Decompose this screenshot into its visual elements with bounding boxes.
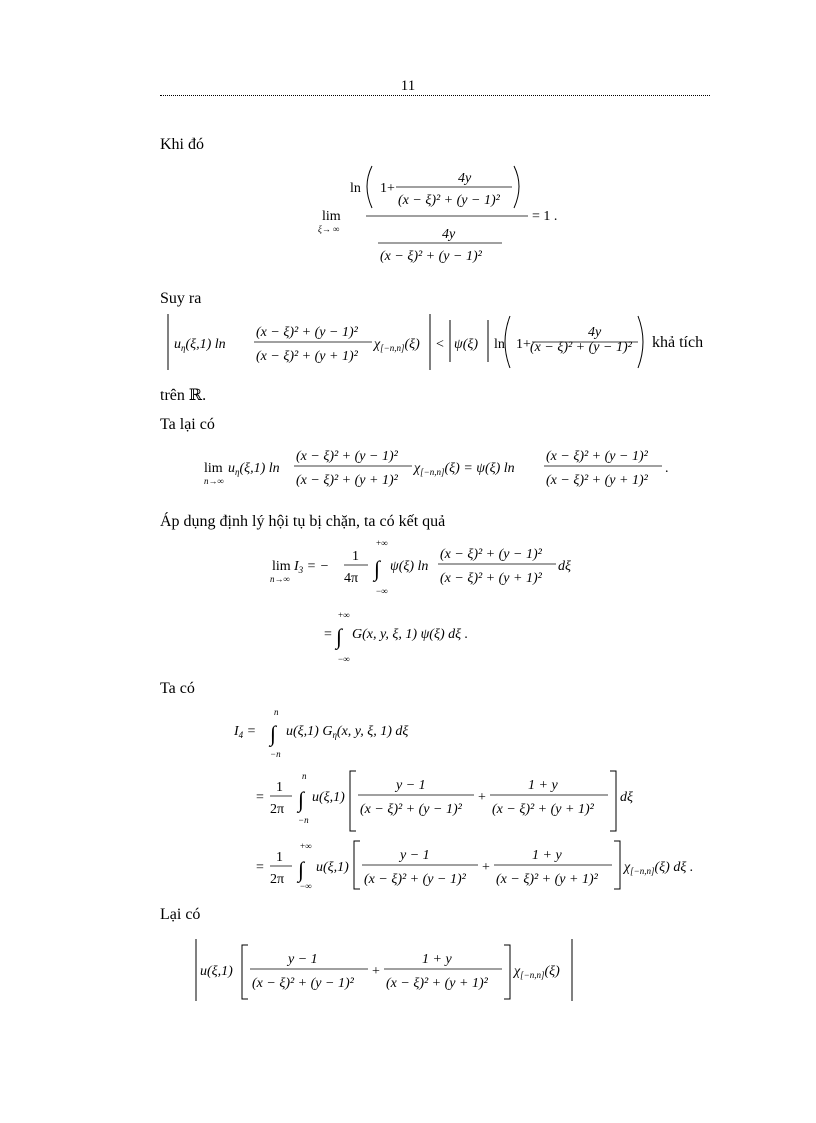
svg-text:1+: 1+ <box>516 337 531 352</box>
svg-text:1: 1 <box>352 549 359 564</box>
svg-text:ln: ln <box>350 181 361 196</box>
svg-text:(x − ξ)² + (y + 1)²: (x − ξ)² + (y + 1)² <box>296 473 398 488</box>
svg-text:I4 =: $I_4$ = <box>234 724 257 740</box>
svg-text:(x − ξ)² + (y + 1)²: (x − ξ)² + (y + 1)² <box>492 802 594 817</box>
svg-text:uη(ξ,1) ln: $u_\eta(\xi,1)$ ln <box>174 337 226 353</box>
page-number: 11 <box>400 78 416 94</box>
svg-text:(x − ξ)² + (y + 1)²: (x − ξ)² + (y + 1)² <box>440 571 542 586</box>
svg-text:−∞: −∞ <box>300 881 312 890</box>
svg-text:n: n <box>274 707 279 717</box>
svg-text:+: + <box>372 964 380 979</box>
svg-text:(x − ξ)² + (y − 1)²: (x − ξ)² + (y − 1)² <box>364 872 466 887</box>
svg-text:u(ξ,1): u(ξ,1) <box>312 790 345 805</box>
svg-text:(x − ξ)² + (y − 1)²: (x − ξ)² + (y − 1)² <box>440 547 542 562</box>
svg-text:lim: lim <box>204 461 223 476</box>
svg-text:4y: 4y <box>458 171 472 186</box>
svg-text:4y: 4y <box>588 325 602 340</box>
paragraph-tren-r: trên ℝ. <box>160 387 207 404</box>
equation-bound-denominator-label: (x − ξ)² + (y − 1)² <box>530 340 632 355</box>
svg-text:= 1 .: = 1 . <box>532 209 558 224</box>
svg-text:+: + <box>482 860 490 875</box>
svg-text:(x − ξ)² + (y − 1)²: (x − ξ)² + (y − 1)² <box>296 449 398 464</box>
svg-text:1: 1 <box>276 850 283 865</box>
paragraph-ap-dung: Áp dụng định lý hội tụ bị chặn, ta có kết quả <box>160 513 446 530</box>
paragraph-lai-co: Lại có <box>160 906 201 923</box>
paragraph-khi-do: Khi đó <box>160 136 204 153</box>
svg-text:−∞: −∞ <box>376 586 388 596</box>
svg-text:y − 1: y − 1 <box>288 952 318 967</box>
svg-text:(x − ξ)² + (y − 1)²: (x − ξ)² + (y − 1)² <box>546 449 648 464</box>
svg-text:∫: ∫ <box>270 721 277 746</box>
svg-text:∫: ∫ <box>336 624 343 649</box>
svg-text:(x − ξ)² + (y + 1)²: (x − ξ)² + (y + 1)² <box>256 349 358 364</box>
svg-text:∫: ∫ <box>374 556 381 581</box>
svg-text:n: n <box>302 771 307 781</box>
header-dotted-rule <box>160 95 710 96</box>
svg-text:χ[−n,n](ξ): $\chi_{[-n,n]}(\xi)$ <box>514 964 560 980</box>
svg-text:ψ(ξ): ψ(ξ) <box>454 337 479 352</box>
svg-text:−∞: −∞ <box>338 654 350 664</box>
svg-text:1 + y: 1 + y <box>532 848 562 863</box>
svg-text:u(ξ,1): u(ξ,1) <box>316 860 349 875</box>
svg-text:=: = <box>256 860 264 875</box>
svg-text:(x − ξ)² + (y + 1)²: (x − ξ)² + (y + 1)² <box>386 976 488 991</box>
svg-text:4π: 4π <box>344 571 359 586</box>
svg-text:ln: ln <box>494 337 505 352</box>
svg-text:lim: lim <box>322 209 341 224</box>
svg-text:ψ(ξ) ln: ψ(ξ) ln <box>390 559 429 574</box>
svg-text:(x − ξ)² + (y + 1)²: (x − ξ)² + (y + 1)² <box>496 872 598 887</box>
svg-text:=: = <box>324 627 332 642</box>
equation-limit-i3 <box>268 538 588 668</box>
svg-text:dξ: dξ <box>558 559 571 574</box>
svg-text:y − 1: y − 1 <box>400 848 430 863</box>
svg-text:∫: ∫ <box>298 857 305 882</box>
svg-text:ξ→ ∞: ξ→ ∞ <box>318 224 340 234</box>
svg-text:G(x, y, ξ, 1) ψ(ξ) dξ .: G(x, y, ξ, 1) ψ(ξ) dξ . <box>352 627 469 642</box>
svg-text:u(ξ,1): u(ξ,1) <box>200 964 233 979</box>
svg-text:χ[−n,n](ξ): $\chi_{[-n,n]}(\xi)$ <box>374 337 420 353</box>
svg-text:<: < <box>436 337 444 352</box>
paragraph-ta-co: Ta có <box>160 680 195 697</box>
svg-text:+∞: +∞ <box>338 610 350 620</box>
svg-text:(x − ξ)² + (y − 1)²: (x − ξ)² + (y − 1)² <box>256 325 358 340</box>
svg-text:+∞: +∞ <box>376 538 388 548</box>
equation-abs-value <box>192 935 592 1005</box>
svg-text:χ[−n,n](ξ) = ψ(ξ) ln: $\chi_{[-n,n]}(\xi) = \psi(\xi)$ ln <box>414 461 515 477</box>
svg-text:4y: 4y <box>442 227 456 242</box>
paragraph-suy-ra: Suy ra <box>160 290 202 307</box>
svg-text:(x − ξ)² + (y − 1)²: (x − ξ)² + (y − 1)² <box>398 193 500 208</box>
svg-text:2π: 2π <box>270 802 285 817</box>
svg-text:(x − ξ)² + (y − 1)²: (x − ξ)² + (y − 1)² <box>360 802 462 817</box>
paragraph-ta-lai-co: Ta lại có <box>160 416 215 433</box>
svg-text:(x − ξ)² + (y + 1)²: (x − ξ)² + (y + 1)² <box>546 473 648 488</box>
svg-text:n→∞: n→∞ <box>204 476 224 486</box>
svg-text:lim: lim <box>272 559 291 574</box>
svg-text:−n: −n <box>298 815 309 825</box>
equation-limit-ratio <box>300 160 580 270</box>
svg-text:y − 1: y − 1 <box>396 778 426 793</box>
svg-text:(x − ξ)² + (y − 1)²: (x − ξ)² + (y − 1)² <box>380 249 482 264</box>
svg-text:−n: −n <box>270 749 281 759</box>
svg-text:I3 = −: $I_3$ = − <box>294 559 330 575</box>
svg-text:(x − ξ)² + (y − 1)²: (x − ξ)² + (y − 1)² <box>252 976 354 991</box>
svg-text:1 + y: 1 + y <box>422 952 452 967</box>
svg-text:+: + <box>478 790 486 805</box>
svg-text:2π: 2π <box>270 872 285 887</box>
svg-text:∫: ∫ <box>298 787 305 812</box>
svg-text:dξ: dξ <box>620 790 633 805</box>
svg-text:+∞: +∞ <box>300 841 312 851</box>
svg-text:1: 1 <box>276 780 283 795</box>
paragraph-kha-tich: khả tích <box>652 334 704 351</box>
svg-text:u(ξ,1) Gη(x, y, ξ, 1) dξ: u(ξ,1) $G_\eta(x$, y, ξ, 1) dξ <box>286 724 409 740</box>
svg-text:1 + y: 1 + y <box>528 778 558 793</box>
svg-text:=: = <box>256 790 264 805</box>
svg-text:.: . <box>665 461 669 476</box>
svg-text:uη(ξ,1) ln: $u_\eta(\xi,1)$ ln <box>228 461 280 477</box>
equation-limit-integrand <box>200 440 680 500</box>
equation-i4 <box>228 705 728 890</box>
svg-text:χ[−n,n](ξ) dξ .: $\chi_{[-n,n]}(\xi)$ dξ . <box>624 860 694 876</box>
svg-text:n→∞: n→∞ <box>270 574 290 584</box>
equation-bound-close-paren <box>636 312 650 374</box>
svg-text:1+: 1+ <box>380 181 395 196</box>
